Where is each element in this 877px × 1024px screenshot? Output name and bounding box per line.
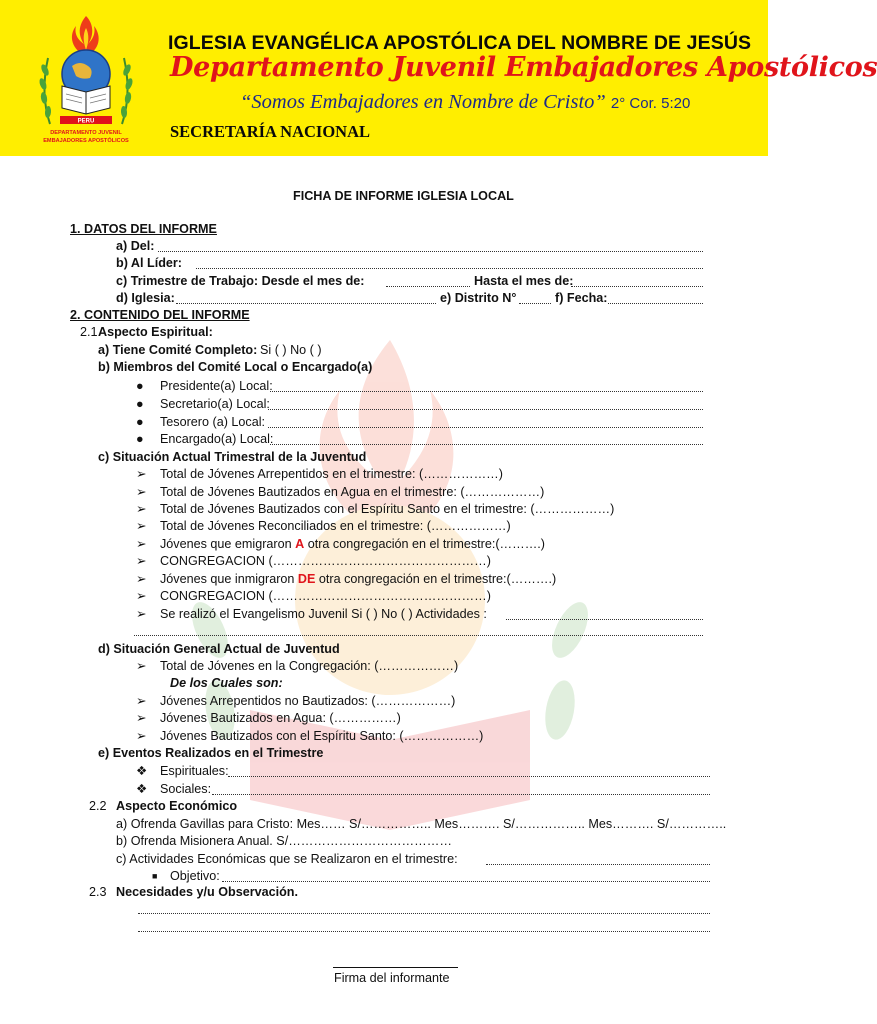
signature-label: Firma del informante xyxy=(334,971,450,985)
miembros-comite-heading: b) Miembros del Comité Local o Encargado(a) xyxy=(98,360,373,374)
arrow-bullet-icon: ➢ xyxy=(136,659,147,673)
field-lider-line[interactable] xyxy=(196,268,703,269)
secretario-line[interactable] xyxy=(268,409,703,410)
observacion-line-1[interactable] xyxy=(138,913,710,914)
espirituales-label: Espirituales: xyxy=(160,764,229,778)
objetivo-label: Objetivo: xyxy=(170,869,220,883)
arrepentidos-trimestre[interactable]: Total de Jóvenes Arrepentidos en el trimestre: (………………) xyxy=(160,467,503,481)
emigraron-mark: A xyxy=(295,537,305,551)
field-desde-mes-line[interactable] xyxy=(386,286,470,287)
arrow-bullet-icon: ➢ xyxy=(136,467,147,481)
arrow-bullet-icon: ➢ xyxy=(136,537,147,551)
department-name: Departamento Juvenil Embajadores Apostólicos xyxy=(170,52,877,83)
espirituales-line[interactable] xyxy=(228,776,710,777)
diamond-bullet-icon: ❖ xyxy=(136,764,148,778)
field-hasta-mes-line[interactable] xyxy=(571,286,703,287)
motto-text: “Somos Embajadores en Nombre de Cristo” xyxy=(240,91,606,113)
arrow-bullet-icon: ➢ xyxy=(136,607,147,621)
bautizados-espiritu[interactable]: Jóvenes Bautizados con el Espíritu Santo: (………………) xyxy=(160,729,484,743)
encargado-line[interactable] xyxy=(270,444,703,445)
actividades-line[interactable] xyxy=(506,619,703,620)
bullet-icon: ● xyxy=(136,379,144,393)
section-2-1-heading: Aspecto Espiritual: xyxy=(98,325,213,339)
bullet-icon: ● xyxy=(136,397,144,411)
logo-caption-2: EMBAJADORES APOSTÓLICOS xyxy=(43,138,129,144)
logo-caption-1: DEPARTAMENTO JUVENIL xyxy=(50,130,122,136)
arrepentidos-no-bautizados[interactable]: Jóvenes Arrepentidos no Bautizados: (………………) xyxy=(160,694,456,708)
emigraron-text-post: otra congregación en el trimestre:(……….) xyxy=(304,537,546,551)
actividades-economicas-line[interactable] xyxy=(486,864,710,865)
sociales-line[interactable] xyxy=(212,794,710,795)
field-del-line[interactable] xyxy=(158,251,703,252)
congregacion-origen[interactable]: CONGREGACION (……………………………………………) xyxy=(160,589,491,603)
square-bullet-icon: ■ xyxy=(152,871,158,881)
presidente-label: Presidente(a) Local: xyxy=(160,379,273,393)
evangelismo-label: Se realizó el Evangelismo Juvenil Si ( ) No ( ) Actividades : xyxy=(160,607,487,621)
arrow-bullet-icon: ➢ xyxy=(136,485,147,499)
field-lider-label: b) Al Líder: xyxy=(116,256,182,270)
section-1-heading: 1. DATOS DEL INFORME xyxy=(70,222,217,236)
observacion-line-2[interactable] xyxy=(138,931,710,932)
arrow-bullet-icon: ➢ xyxy=(136,519,147,533)
youth-department-logo xyxy=(36,14,136,148)
arrow-bullet-icon: ➢ xyxy=(136,502,147,516)
actividades-line-2[interactable] xyxy=(134,635,703,636)
arrow-bullet-icon: ➢ xyxy=(136,711,147,725)
presidente-line[interactable] xyxy=(270,391,703,392)
diamond-bullet-icon: ❖ xyxy=(136,782,148,796)
field-fecha-line[interactable] xyxy=(608,303,703,304)
field-hasta-label: Hasta el mes de: xyxy=(474,274,574,288)
encargado-label: Encargado(a) Local: xyxy=(160,432,274,446)
arrow-bullet-icon: ➢ xyxy=(136,589,147,603)
secretary-label: SECRETARÍA NACIONAL xyxy=(170,122,371,141)
inmigraron-row[interactable] xyxy=(160,571,556,587)
arrow-bullet-icon: ➢ xyxy=(136,554,147,568)
sociales-label: Sociales: xyxy=(160,782,212,796)
tesorero-line[interactable] xyxy=(268,427,703,428)
arrow-bullet-icon: ➢ xyxy=(136,729,147,743)
field-iglesia-label: d) Iglesia: xyxy=(116,291,175,305)
church-name: IGLESIA EVANGÉLICA APOSTÓLICA DEL NOMBRE DE JESÚS xyxy=(168,32,752,54)
bautizados-espiritu-trimestre[interactable]: Total de Jóvenes Bautizados con el Espíritu Santo en el trimestre: (………………) xyxy=(160,502,615,516)
situacion-general-heading: d) Situación General Actual de Juventud xyxy=(98,642,340,656)
arrow-bullet-icon: ➢ xyxy=(136,572,147,586)
inmigraron-text-post: otra congregación en el trimestre:(……….) xyxy=(315,572,557,586)
objetivo-line[interactable] xyxy=(222,881,710,882)
motto xyxy=(240,91,690,114)
secretario-label: Secretario(a) Local: xyxy=(160,397,270,411)
logo-banner-text: PERU xyxy=(77,118,95,125)
comite-completo-label: a) Tiene Comité Completo: xyxy=(98,343,258,357)
header-banner xyxy=(0,0,877,156)
section-2-3-number: 2.3 xyxy=(89,885,107,899)
section-2-2-number: 2.2 xyxy=(89,799,107,813)
actividades-economicas-label: c) Actividades Económicas que se Realizaron en el trimestre: xyxy=(116,852,458,866)
bautizados-agua-trimestre[interactable]: Total de Jóvenes Bautizados en Agua en el trimestre: (………………) xyxy=(160,485,545,499)
form-title: FICHA DE INFORME IGLESIA LOCAL xyxy=(293,189,514,203)
inmigraron-mark: DE xyxy=(297,572,316,586)
necesidades-heading: Necesidades y/u Observación. xyxy=(116,885,298,899)
bullet-icon: ● xyxy=(136,415,144,429)
bullet-icon: ● xyxy=(136,432,144,446)
section-2-1-number: 2.1 xyxy=(80,325,98,339)
tesorero-label: Tesorero (a) Local: xyxy=(160,415,265,429)
eventos-heading: e) Eventos Realizados en el Trimestre xyxy=(98,746,324,760)
ofrenda-gavillas[interactable]: a) Ofrenda Gavillas para Cristo: Mes…… S/…………….. Mes………. S/…………….. Mes………. S/………….. xyxy=(116,817,727,831)
situacion-trimestral-heading: c) Situación Actual Trimestral de la Juventud xyxy=(98,450,367,464)
de-los-cuales-label: De los Cuales son: xyxy=(170,676,283,690)
emigraron-row[interactable] xyxy=(160,536,545,552)
signature-line[interactable] xyxy=(333,967,458,968)
field-distrito-line[interactable] xyxy=(519,303,551,304)
field-fecha-label: f) Fecha: xyxy=(555,291,608,305)
field-del-label: a) Del: xyxy=(116,239,155,253)
field-iglesia-line[interactable] xyxy=(176,303,436,304)
section-2-heading: 2. CONTENIDO DEL INFORME xyxy=(70,308,250,322)
bautizados-agua[interactable]: Jóvenes Bautizados en Agua: (……………) xyxy=(160,711,401,725)
motto-reference: 2° Cor. 5:20 xyxy=(610,95,691,112)
aspecto-economico-heading: Aspecto Económico xyxy=(116,799,238,813)
comite-completo-options[interactable]: Si ( ) No ( ) xyxy=(260,343,322,357)
reconciliados-trimestre[interactable]: Total de Jóvenes Reconciliados en el trimestre: (………………) xyxy=(160,519,511,533)
emigraron-text-pre: Jóvenes que emigraron xyxy=(160,537,296,551)
arrow-bullet-icon: ➢ xyxy=(136,694,147,708)
inmigraron-text-pre: Jóvenes que inmigraron xyxy=(160,572,298,586)
total-jovenes-congregacion[interactable]: Total de Jóvenes en la Congregación: (………………) xyxy=(160,659,459,673)
ofrenda-misionera[interactable]: b) Ofrenda Misionera Anual. S/………………………………… xyxy=(116,834,452,848)
field-distrito-label: e) Distrito N° xyxy=(440,291,517,305)
field-trimestre-label: c) Trimestre de Trabajo: Desde el mes de: xyxy=(116,274,365,288)
congregacion-destino[interactable]: CONGREGACION (……………………………………………) xyxy=(160,554,491,568)
